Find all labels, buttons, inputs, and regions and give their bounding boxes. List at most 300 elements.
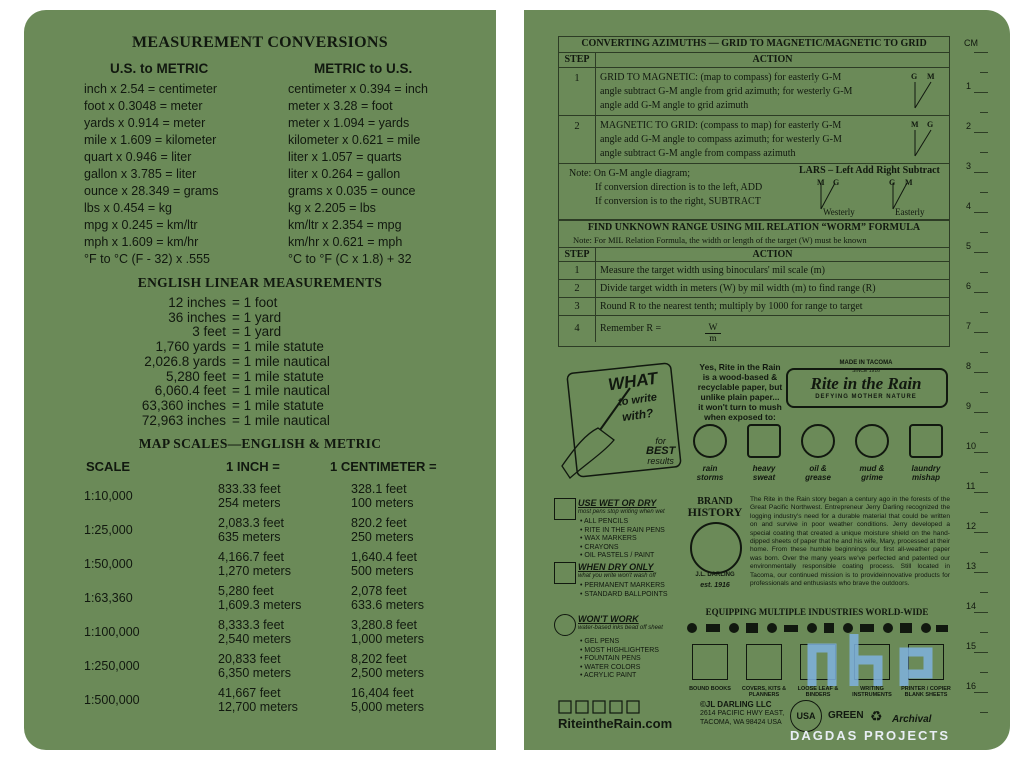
scale-value: 1:500,000	[84, 693, 140, 707]
ruler-tick	[974, 132, 988, 133]
use-wet-checkbox-icon	[554, 498, 576, 520]
to-write-text: to write	[617, 391, 658, 409]
exposure-label-2: grease	[805, 473, 831, 482]
product-label: LOOSE LEAF & BINDERS	[797, 686, 839, 698]
conversion-item: kg x 2.205 = lbs	[288, 201, 376, 215]
ruler-tick	[980, 432, 988, 433]
diagram-label-b: G	[927, 120, 934, 129]
bullet-icon: •	[580, 552, 585, 559]
lars-west-m: M	[817, 178, 825, 187]
linear-left: 12 inches	[168, 295, 226, 310]
watermark-text: DAGDAS PROJECTS	[790, 728, 951, 743]
conversion-item: gallon x 3.785 = liter	[84, 167, 197, 181]
note-line: If conversion direction is to the left, ADD	[595, 182, 763, 193]
inch-equivalent	[218, 686, 298, 714]
pen-type-text: STANDARD BALLPOINTS	[584, 590, 668, 598]
azimuth-action	[596, 116, 949, 163]
pen-type-item	[580, 535, 665, 544]
range-step: 4	[559, 316, 596, 342]
range-table	[558, 220, 950, 347]
ruler-tick	[980, 712, 988, 713]
ruler-tick	[974, 452, 988, 453]
bullet-icon: •	[580, 672, 585, 679]
pen-type-text: MOST HIGHLIGHTERS	[584, 646, 659, 654]
conversions-card	[24, 10, 496, 750]
linear-right: = 1 foot	[232, 295, 278, 310]
exposure-label-1: heavy	[752, 464, 776, 473]
linear-right: = 1 mile nautical	[232, 412, 330, 428]
intro-line: is a wood-based &	[702, 372, 778, 382]
range-row	[559, 298, 949, 316]
linear-row	[70, 370, 330, 385]
rain-cloud-icon	[693, 424, 727, 458]
bullet-icon: •	[580, 526, 585, 534]
lars-title: LARS – Left Add Right Subtract	[799, 165, 940, 176]
exposure-label-2: storms	[696, 473, 724, 482]
inch-meters: 2,540 meters	[218, 632, 291, 646]
ruler-tick	[974, 172, 988, 173]
conversion-item: liter x 1.057 = quarts	[288, 150, 402, 164]
inch-feet: 41,667 feet	[218, 686, 281, 700]
for-best-results	[646, 436, 675, 466]
ruler-number: 9	[966, 401, 972, 411]
brand-name: Rite in the Rain	[810, 374, 922, 393]
product-label: WRITING INSTRUMENTS	[852, 686, 892, 698]
scale-column-header: SCALE	[86, 459, 131, 474]
diagram-label-a: G	[911, 72, 918, 81]
azimuth-line: GRID TO MAGNETIC: (map to compass) for easterly G-M	[600, 72, 842, 83]
azimuth-step: 1	[559, 68, 596, 115]
exposure-item	[684, 418, 736, 486]
azimuth-step: 2	[559, 116, 596, 163]
range-title: FIND UNKNOWN RANGE USING MIL RELATION “WORM” FORMULA	[587, 222, 921, 233]
ruler-tick	[980, 192, 988, 193]
ruler-tick	[980, 472, 988, 473]
linear-row	[70, 384, 330, 399]
range-note: Note: For MIL Relation Formula, the width or length of the target (W) must be known	[559, 235, 949, 248]
range-step: 3	[559, 298, 596, 315]
range-action: Divide target width in meters (W) by mil width (m) to find range (R)	[600, 283, 876, 294]
results-text: results	[647, 456, 674, 466]
azimuth-action	[596, 68, 949, 115]
inch-meters: 1,609.3 meters	[218, 598, 302, 612]
archival-badge: Archival	[892, 714, 932, 725]
brand-logo	[782, 360, 950, 410]
product-item	[738, 640, 790, 698]
product-label: PRINTER / COPIER BLANK SHEETS	[901, 686, 951, 698]
founder-portrait-icon	[690, 522, 742, 574]
cm-feet: 16,404 feet	[351, 686, 414, 700]
conversion-item: lbs x 0.454 = kg	[84, 201, 172, 215]
map-scale-row	[84, 618, 464, 648]
linear-left: 6,060.4 feet	[154, 383, 226, 399]
conversion-item: foot x 0.3048 = meter	[84, 99, 203, 113]
linear-right: = 1 mile statute	[232, 368, 324, 384]
pen-type-text: OIL PASTELS / PAINT	[584, 552, 655, 559]
inch-feet: 2,083.3 feet	[218, 516, 285, 530]
intro-text	[682, 362, 798, 422]
easterly-label: Easterly	[895, 207, 925, 217]
ruler-number: 11	[966, 481, 976, 491]
ruler-number: 16	[966, 681, 977, 691]
cm-feet: 3,280.8 feet	[351, 618, 418, 632]
product-label: COVERS, KITS & PLANNERS	[741, 686, 787, 698]
inch-meters: 12,700 meters	[218, 700, 298, 714]
linear-left: 5,280 feet	[165, 368, 226, 384]
use-wet-sub: most pens stop writing when wet	[578, 509, 665, 515]
linear-right: = 1 yard	[232, 324, 282, 340]
westerly-label: Westerly	[823, 207, 855, 217]
lars-east-m: M	[905, 178, 913, 187]
inch-feet: 833.33 feet	[218, 482, 281, 496]
fraction-denominator: m	[709, 334, 717, 344]
use-wet-items	[580, 518, 665, 561]
linear-left: 3 feet	[192, 324, 226, 340]
range-action: Remember R =	[600, 323, 662, 334]
mud-splat-icon	[855, 424, 889, 458]
ruler-tick	[974, 372, 988, 373]
exposure-label-2: grime	[861, 473, 883, 482]
bullet-icon: •	[580, 535, 585, 542]
inch-feet: 4,166.7 feet	[218, 550, 285, 564]
pen-type-item	[580, 582, 668, 591]
ruler-tick	[974, 92, 988, 93]
ruler-number: 2	[966, 121, 972, 131]
exposure-item	[900, 418, 952, 486]
ruler-number: 12	[966, 521, 977, 531]
range-header-row	[559, 248, 949, 262]
ruler-number: 5	[966, 241, 972, 251]
map-scale-row	[84, 584, 464, 614]
diagram-label-a: M	[911, 120, 919, 129]
ruler-tick	[974, 252, 988, 253]
pen-type-text: ALL PENCILS	[584, 518, 629, 525]
inch-equivalent	[218, 652, 291, 680]
range-step: 1	[559, 262, 596, 279]
bullet-icon: •	[580, 663, 585, 671]
inch-meters: 254 meters	[218, 496, 281, 510]
pen-type-item	[580, 664, 659, 673]
website-link[interactable]: RiteintheRain.com	[558, 716, 673, 731]
inch-meters: 6,350 meters	[218, 666, 291, 680]
oil-can-icon	[801, 424, 835, 458]
range-row	[559, 280, 949, 298]
cm-equivalent	[351, 550, 417, 578]
linear-right: = 1 mile statute	[232, 339, 324, 355]
ruler-tick	[974, 292, 988, 293]
map-scale-row	[84, 652, 464, 682]
conversion-item: kilometer x 0.621 = mile	[288, 133, 421, 147]
azimuth-line: angle add G-M angle to compass azimuth; for westerly G-M	[600, 134, 842, 145]
linear-row	[70, 399, 330, 414]
cm-equivalent	[351, 618, 424, 646]
inch-equivalent	[218, 550, 291, 578]
what-heading: WHAT	[606, 368, 659, 395]
ruler-tick	[980, 312, 988, 313]
us-to-metric-heading: U.S. to METRIC	[110, 61, 209, 76]
inch-feet: 5,280 feet	[218, 584, 274, 598]
exposure-label-1: rain	[702, 464, 718, 473]
for-text: for	[655, 436, 666, 446]
when-dry-checkbox-icon	[554, 562, 576, 584]
pen-type-text: WATER COLORS	[584, 663, 641, 671]
cm-meters: 100 meters	[351, 496, 414, 510]
exposure-label-2: mishap	[911, 473, 940, 482]
measurement-conversions-title: MEASUREMENT CONVERSIONS	[132, 34, 388, 51]
linear-measurements-list	[70, 296, 330, 428]
wont-work-title: WON'T WORK	[578, 614, 639, 624]
azimuth-table	[558, 36, 950, 220]
map-scale-row	[84, 550, 464, 580]
exposure-label-1: laundry	[911, 464, 941, 473]
ruler-tick	[980, 112, 988, 113]
cm-meters: 5,000 meters	[351, 700, 424, 714]
address-line-1: 2614 PACIFIC HWY EAST,	[700, 710, 785, 717]
range-fraction	[705, 323, 721, 344]
gm-angle-diagram	[907, 118, 939, 160]
intro-line: Yes, Rite in the Rain	[699, 362, 781, 372]
use-wet-title: USE WET OR DRY	[578, 498, 657, 508]
inch-equivalent	[218, 618, 291, 646]
cm-feet: 820.2 feet	[351, 516, 407, 530]
cover-kit-icon	[746, 644, 782, 680]
linear-left: 63,360 inches	[141, 397, 226, 413]
when-dry-title: WHEN DRY ONLY	[578, 562, 654, 572]
map-scale-row	[84, 482, 464, 512]
company-block	[700, 700, 784, 727]
scale-value: 1:250,000	[84, 659, 140, 673]
conversion-item: mph x 1.609 = km/hr	[84, 235, 199, 249]
ruler-tick	[980, 152, 988, 153]
product-item	[684, 640, 736, 698]
linear-row	[70, 355, 330, 370]
range-step-header: STEP	[559, 248, 596, 261]
pen-type-text: FOUNTAIN PENS	[584, 655, 641, 662]
inch-meters: 635 meters	[218, 530, 281, 544]
brand-history-title	[682, 496, 748, 518]
range-action: Measure the target width using binoculars' mil scale (m)	[600, 265, 825, 276]
note-line: Note: On G-M angle diagram;	[569, 168, 691, 179]
pen-type-item	[580, 544, 665, 553]
lars-note	[559, 163, 949, 219]
cm-feet: 1,640.4 feet	[351, 550, 418, 564]
step-header: STEP	[559, 53, 596, 67]
gm-angle-diagram	[907, 70, 939, 112]
ruler-tick	[974, 212, 988, 213]
est-1916: est. 1916	[700, 582, 730, 589]
ruler-number: 15	[966, 641, 977, 651]
cm-meters: 250 meters	[351, 530, 414, 544]
exposure-item	[738, 418, 790, 486]
conversion-item: meter x 3.28 = foot	[288, 99, 393, 113]
linear-row	[70, 311, 330, 326]
conversion-item: mpg x 0.245 = km/ltr	[84, 218, 198, 232]
metric-to-us-list	[288, 81, 428, 268]
linear-measurements-title: ENGLISH LINEAR MEASUREMENTS	[137, 275, 383, 290]
range-step: 2	[559, 280, 596, 297]
cm-meters: 1,000 meters	[351, 632, 424, 646]
since-1916: SINCE 1916	[852, 368, 880, 374]
ruler-tick	[980, 272, 988, 273]
ruler-tick	[980, 72, 988, 73]
conversion-item: mile x 1.609 = kilometer	[84, 133, 217, 147]
what-to-write-with-graphic	[556, 360, 692, 484]
conversion-item: km/hr x 0.621 = mph	[288, 235, 403, 249]
inch-equivalent	[218, 482, 281, 510]
shirt-icon	[747, 424, 781, 458]
cm-equivalent	[351, 652, 424, 680]
cm-feet: 328.1 feet	[351, 482, 407, 496]
pen-type-text: PERMANENT MARKERS	[584, 582, 665, 589]
conversion-item: grams x 0.035 = ounce	[288, 184, 416, 198]
azimuth-row	[559, 68, 949, 116]
cm-meters: 2,500 meters	[351, 666, 424, 680]
brand-word: BRAND	[697, 496, 733, 507]
azimuth-line: angle add G-M angle to grid azimuth	[600, 100, 749, 111]
range-rows	[559, 262, 949, 342]
product-label: BOUND BOOKS	[689, 686, 731, 692]
ruler-tick	[980, 352, 988, 353]
map-scale-row	[84, 516, 464, 546]
ruler-tick	[980, 632, 988, 633]
intro-line: unlike plain paper...	[700, 392, 780, 402]
pen-type-item	[580, 591, 668, 600]
conversion-item: °C to °F (C x 1.8) + 32	[288, 252, 412, 266]
social-icons	[558, 700, 668, 714]
ruler-tick	[974, 692, 988, 693]
fraction-numerator: W	[705, 323, 721, 334]
ruler-number: 3	[966, 161, 972, 171]
conversion-item: km/ltr x 2.354 = mpg	[288, 218, 402, 232]
azimuth-row	[559, 116, 949, 164]
inch-feet: 20,833 feet	[218, 652, 281, 666]
bound-book-icon	[692, 644, 728, 680]
best-text: BEST	[646, 445, 676, 457]
ruler-tick	[980, 512, 988, 513]
company-name: ©JL DARLING LLC	[700, 700, 772, 709]
bullet-icon: •	[580, 518, 585, 525]
cm-equivalent	[351, 482, 414, 510]
cm-meters: 633.6 meters	[351, 598, 424, 612]
centimeter-ruler	[952, 38, 988, 718]
azimuth-line: angle subtract G-M angle from compass azimuth	[600, 148, 796, 159]
scale-value: 1:100,000	[84, 625, 140, 639]
pen-type-item	[580, 655, 659, 664]
map-scale-row	[84, 686, 464, 716]
bullet-icon: •	[580, 638, 585, 645]
ruler-number: 8	[966, 361, 972, 371]
exposure-item	[846, 418, 898, 486]
range-action: Round R to the nearest tenth; multiply by 1000 for range to target	[600, 301, 863, 312]
bullet-icon: •	[580, 543, 585, 551]
conversion-item: ounce x 28.349 = grams	[84, 184, 219, 198]
pen-type-item	[580, 672, 659, 681]
linear-right: = 1 mile nautical	[232, 353, 330, 369]
exposure-item	[792, 418, 844, 486]
scale-value: 1:50,000	[84, 557, 133, 571]
made-in-tacoma: MADE IN TACOMA	[839, 360, 893, 366]
history-word: HISTORY	[687, 505, 743, 519]
cm-feet: 2,078 feet	[351, 584, 407, 598]
conversion-item: °F to °C (F - 32) x .555	[84, 252, 211, 266]
azimuth-line: MAGNETIC TO GRID: (compass to map) for easterly G-M	[600, 120, 842, 131]
made-in-usa-badge: USA	[790, 700, 822, 732]
use-lists	[554, 498, 680, 694]
pen-type-item	[580, 638, 659, 647]
conversion-item: quart x 0.946 = liter	[84, 150, 192, 164]
linear-left: 72,963 inches	[141, 412, 226, 428]
ruler-tick	[980, 552, 988, 553]
linear-row	[70, 296, 330, 311]
linear-row	[70, 414, 330, 429]
conversion-item: inch x 2.54 = centimeter	[84, 82, 218, 96]
wont-work-sub: water-based inks bead off sheet	[578, 625, 663, 631]
when-dry-sub: what you write won't wash off	[578, 573, 656, 579]
history-paragraph: The Rite in the Rain story began a century ago in the forests of the Great Pacific Northwest. Entrepreneur Jerry Darling recognized the logging industry's need for a durable material that could be written on and survive in poor weather conditions. Jerry developed a special coating that created a unique moisture shield on the hand-dipped sheets of paper that he and his wife, Mary, processed at their home. From these humble beginnings our first all-weather paper was born. Over the many years we've perfected and patented our environmentally responsible coating process. Still located in Tacoma, our continued mission is to provideinnovative products for professionals and enthusiasts who brave the outdoors.	[750, 496, 950, 588]
bullet-icon: •	[580, 590, 585, 598]
angle-lines	[907, 70, 939, 112]
linear-left: 2,026.8 yards	[144, 353, 226, 369]
ruler-tick	[980, 672, 988, 673]
scale-value: 1:63,360	[84, 591, 133, 605]
conversion-item: liter x 0.264 = gallon	[288, 167, 401, 181]
ruler-number: 1	[966, 81, 972, 91]
ruler-cm-label: CM	[964, 38, 978, 48]
inch-feet: 8,333.3 feet	[218, 618, 285, 632]
conversion-item: yards x 0.914 = meter	[84, 116, 206, 130]
azimuth-rows	[559, 68, 949, 164]
brand-tagline: DEFYING MOTHER NATURE	[815, 394, 917, 400]
ruler-tick	[974, 412, 988, 413]
diagram-label-b: M	[927, 72, 935, 81]
cm-feet: 8,202 feet	[351, 652, 407, 666]
exposure-label-1: mud &	[859, 464, 885, 473]
exposure-label-1: oil &	[809, 464, 827, 473]
bullet-icon: •	[580, 646, 585, 654]
pen-type-item	[580, 647, 659, 656]
bullet-icon: •	[580, 582, 585, 589]
note-lines	[569, 167, 762, 209]
note-line: If conversion is to the right, SUBTRACT	[595, 196, 761, 207]
pen-type-item	[580, 552, 665, 561]
ruler-number: 7	[966, 321, 972, 331]
azimuth-line: angle subtract G-M angle from grid azimuth; for westerly G-M	[600, 86, 853, 97]
intro-line: when exposed to:	[704, 412, 776, 422]
ruler-tick	[980, 392, 988, 393]
ruler-number: 4	[966, 201, 972, 211]
ruler-tick	[974, 332, 988, 333]
linear-right: = 1 mile statute	[232, 397, 324, 413]
range-action-header: ACTION	[752, 249, 793, 260]
with-text: with?	[621, 405, 655, 425]
scale-value: 1:25,000	[84, 523, 133, 537]
conversion-item: centimeter x 0.394 = inch	[288, 82, 429, 96]
pen-type-text: CRAYONS	[584, 543, 619, 551]
conversion-item: meter x 1.094 = yards	[288, 116, 410, 130]
cm-equivalent	[351, 584, 424, 612]
ruler-tick	[974, 612, 988, 613]
lars-west-g: G	[833, 178, 840, 187]
inch-equivalent	[218, 516, 284, 544]
intro-line: it won't turn to mush	[698, 402, 782, 412]
action-header: ACTION	[752, 54, 793, 65]
jl-darling-ribbon: J.L. DARLING	[695, 572, 735, 578]
equipping-title: EQUIPPING MULTIPLE INDUSTRIES WORLD-WIDE	[705, 607, 929, 617]
ruler-tick	[974, 572, 988, 573]
linear-row	[70, 340, 330, 355]
linear-right: = 1 yard	[232, 309, 282, 325]
linear-right: = 1 mile nautical	[232, 383, 330, 399]
